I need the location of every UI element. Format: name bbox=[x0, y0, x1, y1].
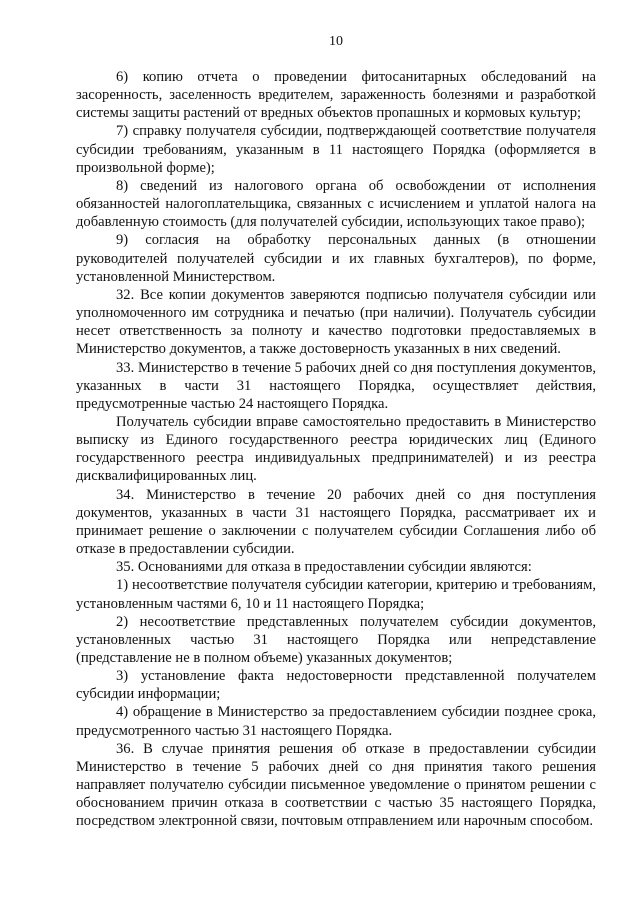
paragraph-35-item-4: 4) обращение в Министерство за предоставлением субсидии позднее срока, предусмотренного частью 31 настоящего Порядка. bbox=[76, 704, 596, 739]
paragraph-33: 33. Министерство в течение 5 рабочих дней со дня поступления документов, указанных в части 31 настоящего Порядка, осуществляет действия, предусмотренные частью 24 настоящего Порядка. bbox=[76, 359, 596, 412]
paragraph-33-continuation: Получатель субсидии вправе самостоятельно предоставить в Министерство выписку из Единого государственного реестра юридических лиц (Единого государственного реестра индивидуальных предпринимателей) и из реестра дисквалифицированных лиц. bbox=[76, 413, 596, 485]
paragraph-35: 35. Основаниями для отказа в предоставлении субсидии являются: bbox=[116, 559, 532, 576]
paragraph-item-6: 6) копию отчета о проведении фитосанитарных обследований на засоренность, заселенность вредителем, зараженность болезнями и разработкой системы защиты растений от вредных объектов пропашных и кормовых культур; bbox=[76, 69, 596, 122]
paragraph-36: 36. В случае принятия решения об отказе в предоставлении субсидии Министерство в течение 5 рабочих дней со дня принятия такого решения направляет получателю субсидии письменное уведомление о принятом решении с обоснованием причин отказа в соответствии с частью 35 настоящего Порядка, посредством электронной связи, почтовым отправлением или нарочным способом. bbox=[76, 740, 596, 830]
paragraph-32: 32. Все копии документов заверяются подписью получателя субсидии или уполномоченного им сотрудника и печатью (при наличии). Получатель субсидии несет ответственность за полноту и качество подготовки предоставляемых в Министерство документов, а также достоверность указанных в них сведений. bbox=[76, 286, 596, 358]
paragraph-35-item-3: 3) установление факта недостоверности представленной получателем субсидии информации; bbox=[76, 668, 596, 703]
document-body bbox=[76, 68, 596, 831]
paragraph-35-item-1: 1) несоответствие получателя субсидии категории, критерию и требованиям, установленным частями 6, 10 и 11 настоящего Порядка; bbox=[76, 577, 596, 612]
paragraph-34: 34. Министерство в течение 20 рабочих дней со дня поступления документов, указанных в части 31 настоящего Порядка, рассматривает их и принимает решение о заключении с получателем субсидии Соглашения либо об отказе в предоставлении субсидии. bbox=[76, 486, 596, 558]
paragraph-item-8: 8) сведений из налогового органа об освобождении от исполнения обязанностей налогоплательщика, связанных с исчислением и уплатой налога на добавленную стоимость (для получателей субсидии, использующих такое право); bbox=[76, 177, 596, 231]
page-number: 10 bbox=[329, 34, 343, 49]
paragraph-35-item-2: 2) несоответствие представленных получателем субсидии документов, установленных частью 31 настоящего Порядка или непредставление (представление не в полном объеме) указанных документов; bbox=[76, 613, 596, 666]
paragraph-item-7: 7) справку получателя субсидии, подтверждающей соответствие получателя субсидии требованиям, указанным в 11 настоящего Порядка (оформляется в произвольной форме); bbox=[76, 123, 596, 176]
paragraph-item-9: 9) согласия на обработку персональных данных (в отношении руководителей получателей субсидии и их главных бухгалтеров), по форме, установленной Министерством. bbox=[76, 232, 596, 285]
